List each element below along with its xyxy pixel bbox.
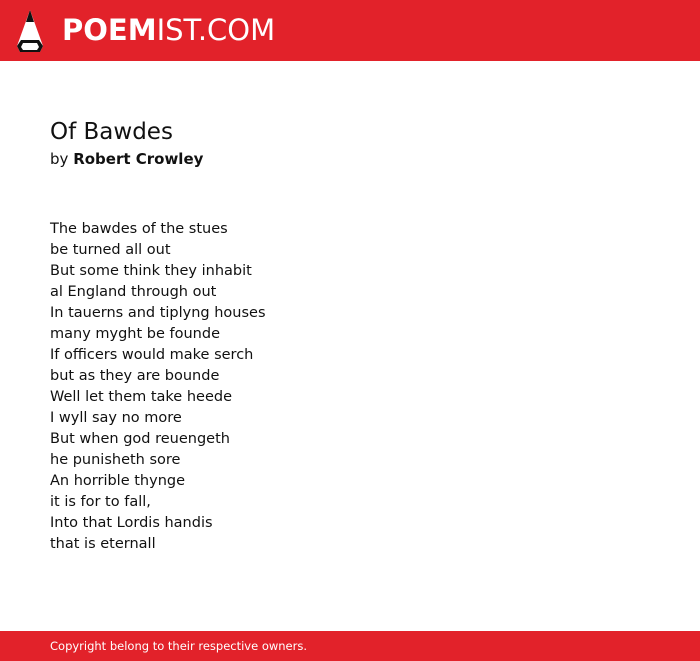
logo-light-text: IST.COM bbox=[156, 13, 276, 47]
poem-line: but as they are bounde bbox=[50, 368, 220, 384]
poem-line: If officers would make serch bbox=[50, 347, 254, 363]
poem-body bbox=[50, 219, 650, 555]
poem-line: In tauerns and tiplyng houses bbox=[50, 305, 266, 321]
poem-line: it is for to fall, bbox=[50, 494, 151, 510]
byline bbox=[50, 149, 203, 169]
site-header bbox=[0, 0, 700, 61]
pencil-tip-icon[interactable] bbox=[17, 10, 43, 52]
poem-line: many myght be founde bbox=[50, 326, 220, 342]
poem-line: Well let them take heede bbox=[50, 389, 232, 405]
poem-line: Into that Lordis handis bbox=[50, 515, 213, 531]
site-logo[interactable] bbox=[62, 12, 275, 48]
site-footer bbox=[0, 631, 700, 661]
copyright-text: Copyright belong to their respective owners. bbox=[50, 639, 308, 653]
poem-line: be turned all out bbox=[50, 242, 171, 258]
poem-line: I wyll say no more bbox=[50, 410, 182, 426]
poem-line: But some think they inhabit bbox=[50, 263, 252, 279]
author-name: Robert Crowley bbox=[73, 150, 204, 168]
poem-line: that is eternall bbox=[50, 536, 156, 552]
poem-title: Of Bawdes bbox=[50, 119, 173, 145]
logo-bold-text: POEM bbox=[62, 13, 157, 47]
poem-line: But when god reuengeth bbox=[50, 431, 230, 447]
poem-line: he punisheth sore bbox=[50, 452, 181, 468]
poem-line: The bawdes of the stues bbox=[50, 221, 228, 237]
poem-line: An horrible thynge bbox=[50, 473, 186, 489]
poem-line: al England through out bbox=[50, 284, 217, 300]
byline-prefix: by bbox=[50, 150, 69, 168]
